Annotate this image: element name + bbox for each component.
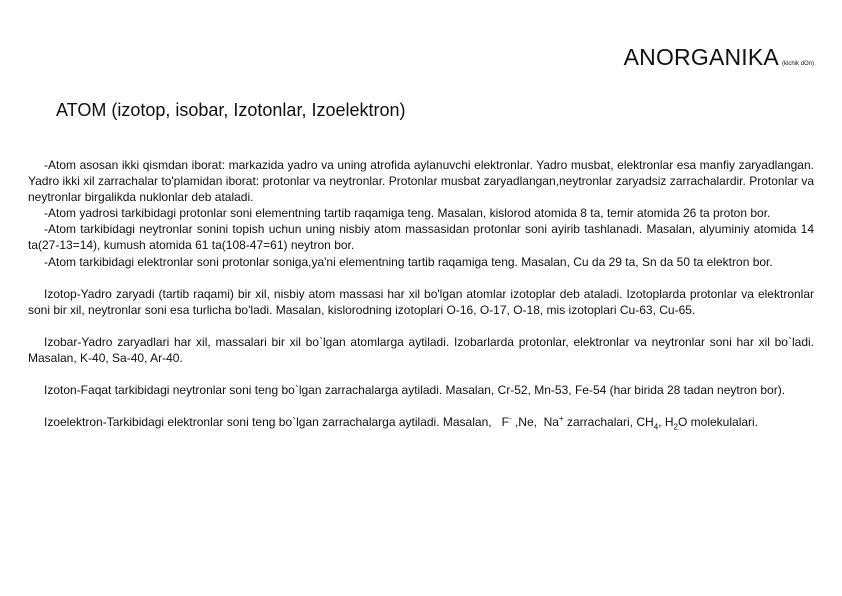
paragraph-electrons: -Atom tarkibidagi elektronlar soni protonlar soniga,ya'ni elementning tartib raqamiga teng. Masalan, Cu da 29 ta, Sn da 50 ta elektron bor. <box>44 254 773 269</box>
methane-subscript: 4 <box>653 422 659 432</box>
page-header <box>624 44 814 71</box>
paragraph-atom-structure: -Atom asosan ikki qismdan iborat: markazida yadro va uning atrofida aylanuvchi elektronlar. Yadro musbat, elektronlar esa manfiy zaryadlangan. Yadro ikki xil zarrachalar to'plamidan iborat: protonlar va neytronlar. Protonlar musbat zaryadlangan,neytronlar zaryadsiz zarrachalardir. Protonlar va neytronlar birgalikda nuklonlar deb ataladi. <box>28 158 814 205</box>
methane-formula: CH <box>636 415 654 430</box>
paragraph-izoton: Izoton-Faqat tarkibidagi neytronlar soni teng bo`lgan zarrachalarga aytiladi. Masalan, Cr-52, Mn-53, Fe-54 (har birida 28 tadan neytron bor). <box>44 383 786 398</box>
sodium-symbol: Na <box>543 415 559 430</box>
paragraph-neutrons: -Atom tarkibidagi neytronlar sonini topish uchun uning nisbiy atom massasidan protonlar soni ayirib tashlanadi. Masalan, alyuminiy atomida 14 ta(27-13=14), kumush atomida 61 ta(108-47=61) neytron bor. <box>28 222 814 253</box>
particles-word: zarrachalari, <box>567 415 634 430</box>
neon-symbol: ,Ne, <box>514 415 537 430</box>
water-formula-h: H <box>664 415 674 430</box>
paragraph-protons: -Atom yadrosi tarkibidagi protonlar soni elementning tartib raqamiga teng. Masalan, kislorod atomida 8 ta, temir atomida 26 ta proton bor. <box>44 206 771 221</box>
document-subtitle: (kichik dOn) <box>781 61 814 67</box>
water-formula-o: O <box>677 415 688 430</box>
molecules-word: molekulalari. <box>690 415 759 430</box>
formula-separator: , <box>658 415 662 430</box>
paragraph-izobar: Izobar-Yadro zaryadlari har xil, massalari bir xil bo`lgan atomlarga aytiladi. Izobarlarda protonlar, elektronlar va neytronlar soni har xil bo`ladi. Masalan, K-40, Sa-40, Ar-40. <box>28 334 814 365</box>
izoelektron-intro: Izoelektron-Tarkibidagi elektronlar soni teng bo`lgan zarrachalarga aytiladi. Masalan, <box>44 415 492 430</box>
water-subscript: 2 <box>673 422 678 432</box>
fluoride-symbol: F <box>501 415 509 430</box>
document-body <box>28 157 814 430</box>
sodium-charge: + <box>558 414 564 424</box>
paragraph-izotop: Izotop-Yadro zaryadi (tartib raqami) bir xil, nisbiy atom massasi har xil bo'lgan atomlar izotoplar deb ataladi. Izotoplarda protonlar va elektronlar soni bir xil, neytronlar soni esa turlicha bo'ladi. Masalan, kislorodning izotoplari O-16, O-17, O-18, mis izotoplari Cu-63, Cu-65. <box>28 286 814 317</box>
document-title: ANORGANIKA <box>623 44 779 70</box>
section-title: ATOM (izotop, isobar, Izotonlar, Izoelektron) <box>56 100 406 120</box>
fluoride-charge: - <box>508 414 512 424</box>
paragraph-izoelektron <box>28 414 814 430</box>
